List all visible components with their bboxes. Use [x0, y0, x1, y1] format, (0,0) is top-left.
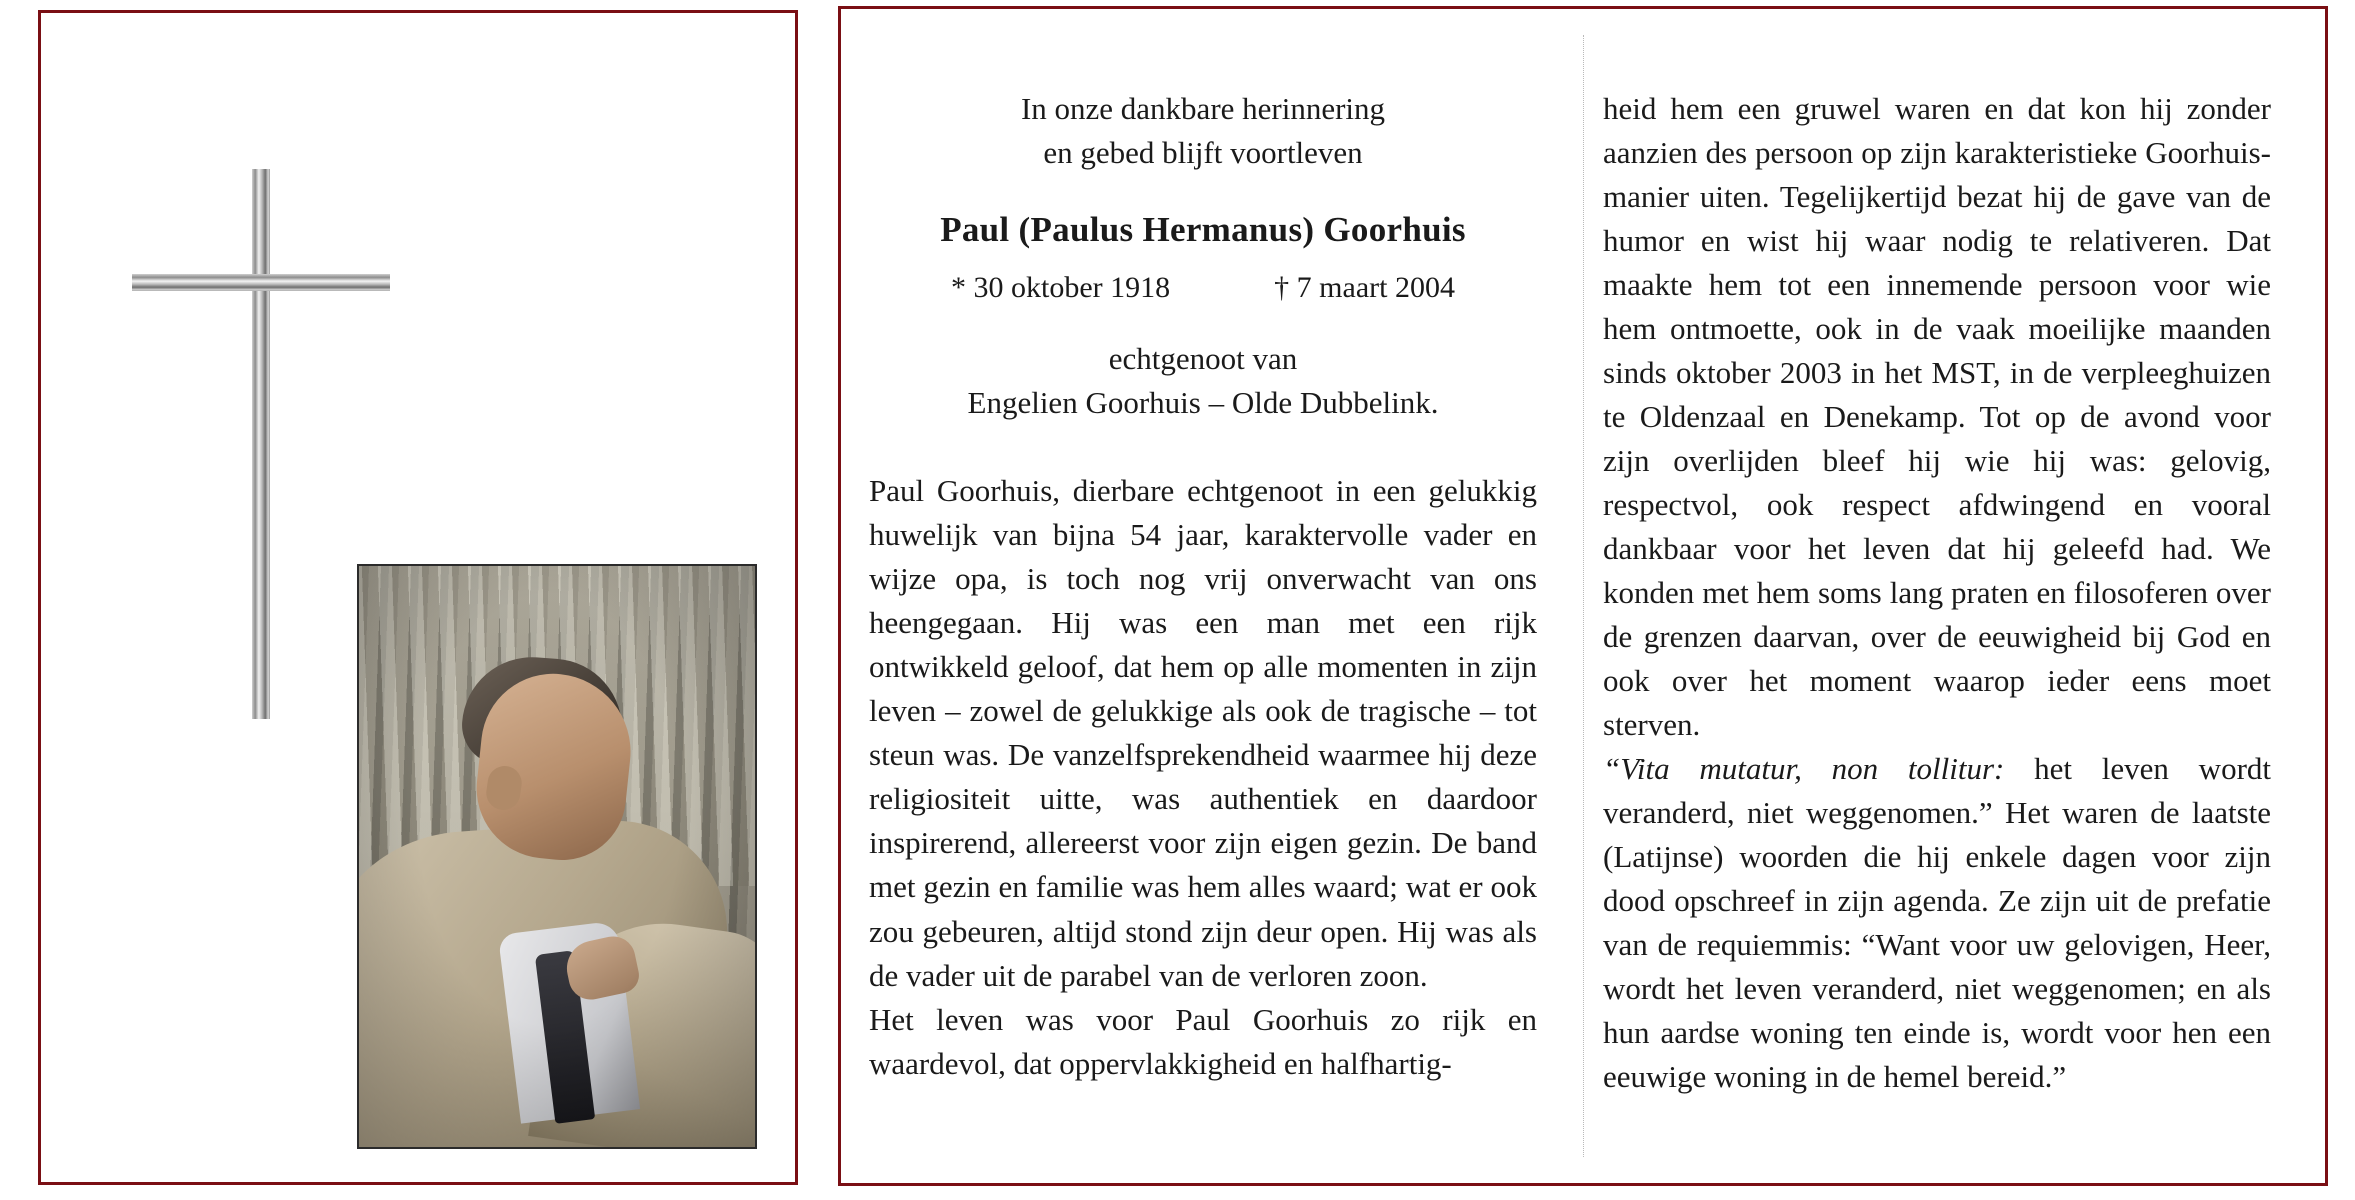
column-left — [869, 87, 1537, 1099]
birth-date: * 30 oktober 1918 — [951, 270, 1171, 304]
body-paragraph-4 — [1603, 747, 2271, 1099]
spouse-intro: echtgenoot van — [1108, 341, 1298, 377]
cross-icon — [132, 169, 392, 719]
spouse-name: Engelien Goorhuis – Olde Dubbelink. — [967, 385, 1439, 421]
body-paragraph-2: Het leven was voor Paul Goorhuis zo rijk en waardevol, dat oppervlakkigheid en halfhartig- — [869, 1001, 1537, 1081]
intro-line-2: en gebed blijft voortleven — [1043, 135, 1363, 171]
intro-line-1: In onze dankbare herinnering — [1020, 91, 1386, 126]
life-dates — [869, 267, 1537, 310]
right-card — [838, 6, 2328, 1186]
text-columns — [869, 87, 2297, 1099]
right-card-inner — [849, 17, 2317, 1175]
body-paragraph-1: Paul Goorhuis, dierbare echtgenoot in een gelukkig huwelijk van bijna 54 jaar, karaktervolle vader en wijze opa, is toch nog vrij onverwacht van ons heengegaan. Hij was een man met een rijk ontwikkeld geloof, dat hem op alle momenten in zijn leven – zowel de gelukkige als ook de tragische – tot steun was. De vanzelfsprekendheid waarmee hij deze religiositeit uitte, was authentiek en daardoor inspirerend, allereerst voor zijn eigen gezin. De band met gezin en familie was hem alles waard; wat er ook zou gebeuren, altijd stond zijn deur open. Hij was als de vader uit de parabel van de verloren zoon. — [869, 473, 1537, 993]
latin-quote-translation: het leven wordt veranderd, niet weggenomen.” Het waren de laatste (Latijnse) woorden die hij enkele dagen voor zijn dood opschreef in zijn agenda. Ze zijn uit de prefatie van de requiemmis: “Want voor uw gelovigen, Heer, wordt het leven veranderd, niet weggenomen; en als hun aardse woning ten einde is, wordt voor hen een eeuwige woning in de hemel bereid.” — [1603, 751, 2271, 1095]
photo-vignette — [359, 566, 755, 1147]
column-right — [1603, 87, 2271, 1099]
left-card-inner — [47, 19, 789, 1176]
death-date: † 7 maart 2004 — [1274, 270, 1455, 304]
cross-vertical-bar — [252, 169, 270, 719]
latin-quote: “Vita mutatur, non tollitur: — [1603, 751, 2005, 787]
deceased-name: Paul (Paulus Hermanus) Goorhuis — [940, 210, 1466, 250]
portrait-photo — [357, 564, 757, 1149]
memorial-header — [869, 87, 1537, 425]
cross-horizontal-bar — [132, 274, 390, 291]
body-paragraph-3: heid hem een gruwel waren en dat kon hij zonder aanzien des persoon op zijn karakteristieke Goorhuis-manier uiten. Tegelijkertijd bezat hij de gave van de humor en wist hij waar nodig te relativeren. Dat maakte hem tot een innemende persoon voor wie hem ontmoette, ook in de vaak moeilijke maanden sinds oktober 2003 in het MST, in de verpleeghuizen te Oldenzaal en Denekamp. Tot op de avond voor zijn overlijden bleef hij wie hij was: gelovig, respectvol, ook respect afdwingend en vooral dankbaar voor het leven dat hij geleefd had. We konden met hem soms lang praten en filosoferen over de grenzen daarvan, over de eeuwigheid bij God en ook over het moment waarop ieder eens moet sterven. — [1603, 91, 2271, 743]
left-card — [38, 10, 798, 1185]
